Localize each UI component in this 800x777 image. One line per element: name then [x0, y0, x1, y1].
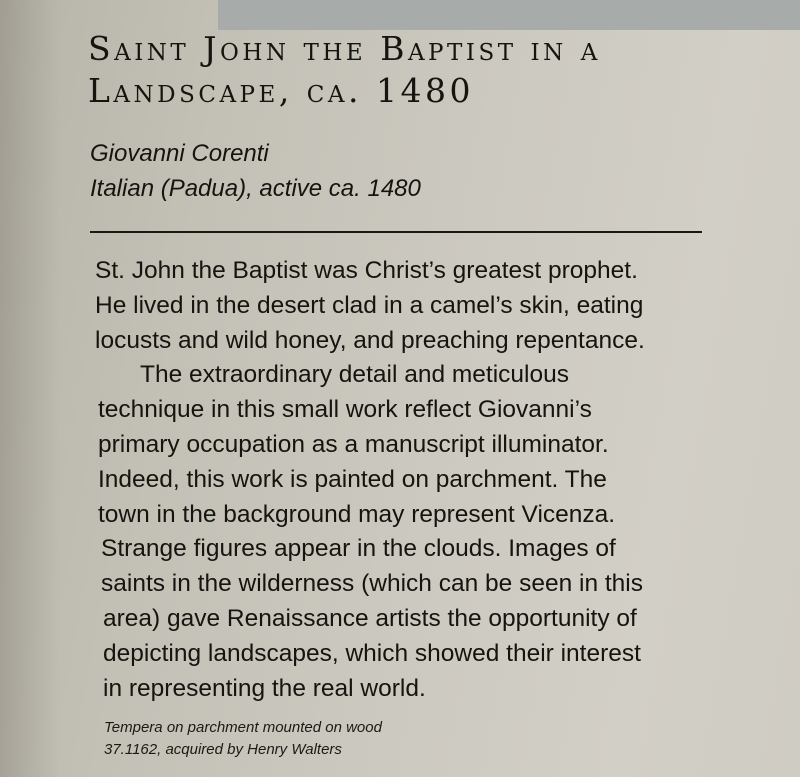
divider-rule: [90, 231, 702, 233]
credit-line: [104, 717, 382, 761]
description-line: locusts and wild honey, and preaching repentance.: [95, 326, 645, 354]
top-background-band: [218, 0, 800, 30]
description-line: St. John the Baptist was Christ’s greatest prophet.: [95, 257, 638, 284]
description-line: area) gave Renaissance artists the opportunity of: [103, 604, 637, 632]
description-line: saints in the wilderness (which can be seen in this: [101, 570, 644, 598]
medium: Tempera on parchment mounted on wood: [104, 719, 382, 736]
description-line: He lived in the desert clad in a camel’s skin, eating: [95, 291, 644, 319]
panel-shadow: [0, 0, 60, 777]
accession-number: 37.1162, acquired by Henry Walters: [104, 741, 342, 758]
title-line: Landscape, ca. 1480: [88, 71, 474, 110]
description-line: depicting landscapes, which showed their interest: [103, 639, 641, 667]
title-line: Saint John the Baptist in a: [88, 29, 601, 68]
artwork-title: [88, 28, 728, 112]
artist-info: [90, 136, 421, 206]
artist-nationality: Italian (Padua), active ca. 1480: [90, 175, 421, 202]
description-line: The extraordinary detail and meticulous: [140, 361, 569, 389]
description-line: Indeed, this work is painted on parchment. The: [98, 465, 607, 493]
description-line: Strange figures appear in the clouds. Images of: [101, 535, 616, 563]
description-line: in representing the real world.: [103, 674, 426, 702]
description-line: town in the background may represent Vicenza.: [98, 500, 616, 528]
artist-name: Giovanni Corenti: [90, 140, 269, 167]
description-line: primary occupation as a manuscript illuminator.: [98, 430, 609, 458]
description-line: technique in this small work reflect Giovanni’s: [98, 396, 592, 424]
description-text: [95, 254, 645, 706]
